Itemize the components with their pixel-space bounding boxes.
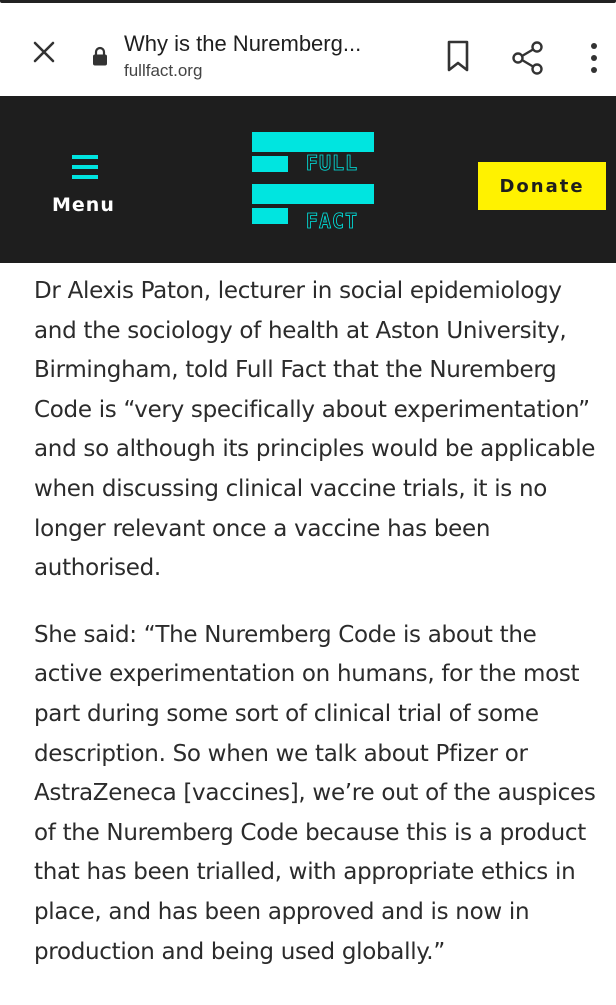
- menu-label: Menu: [52, 194, 115, 216]
- donate-button[interactable]: Donate: [478, 162, 606, 210]
- logo-text-top: FULL: [305, 151, 359, 175]
- page-title-block[interactable]: [124, 30, 424, 82]
- close-button[interactable]: [26, 34, 62, 70]
- lock-icon: [92, 46, 108, 66]
- hamburger-icon: [72, 154, 98, 180]
- share-icon: [510, 40, 546, 76]
- article-body: [34, 272, 610, 972]
- more-vertical-icon: [582, 40, 606, 76]
- site-header: [0, 96, 616, 263]
- bookmark-button[interactable]: [444, 39, 472, 73]
- article-paragraph: Dr Alexis Paton, lecturer in social epidemiology and the sociology of health at Aston University, Birmingham, told Full Fact that the Nuremberg Code is “very specifically about experimentation” and so although its principles would be applicable when discussing clinical vaccine trials, it is no longer relevant once a vaccine has been authorised.: [34, 278, 596, 582]
- full-fact-logo[interactable]: [252, 132, 374, 230]
- bookmark-icon: [444, 39, 472, 73]
- browser-toolbar: [0, 6, 616, 96]
- page-title: Why is the Nuremberg...: [124, 31, 362, 56]
- menu-button[interactable]: [52, 154, 124, 224]
- share-button[interactable]: [510, 40, 546, 76]
- more-options-button[interactable]: [582, 40, 606, 76]
- article-paragraph: She said: “The Nuremberg Code is about the active experimentation on humans, for the most part during some sort of clinical trial of some description. So when we talk about Pfizer or AstraZeneca [vaccines], we’re out of the auspices of the Nuremberg Code because this is a product that has been trialled, with appropriate ethics in place, and has been approved and is now in production and being used globally.”: [34, 621, 596, 965]
- logo-text-bottom: FACT: [305, 209, 359, 230]
- close-icon: [32, 40, 56, 64]
- page-domain: fullfact.org: [124, 61, 203, 80]
